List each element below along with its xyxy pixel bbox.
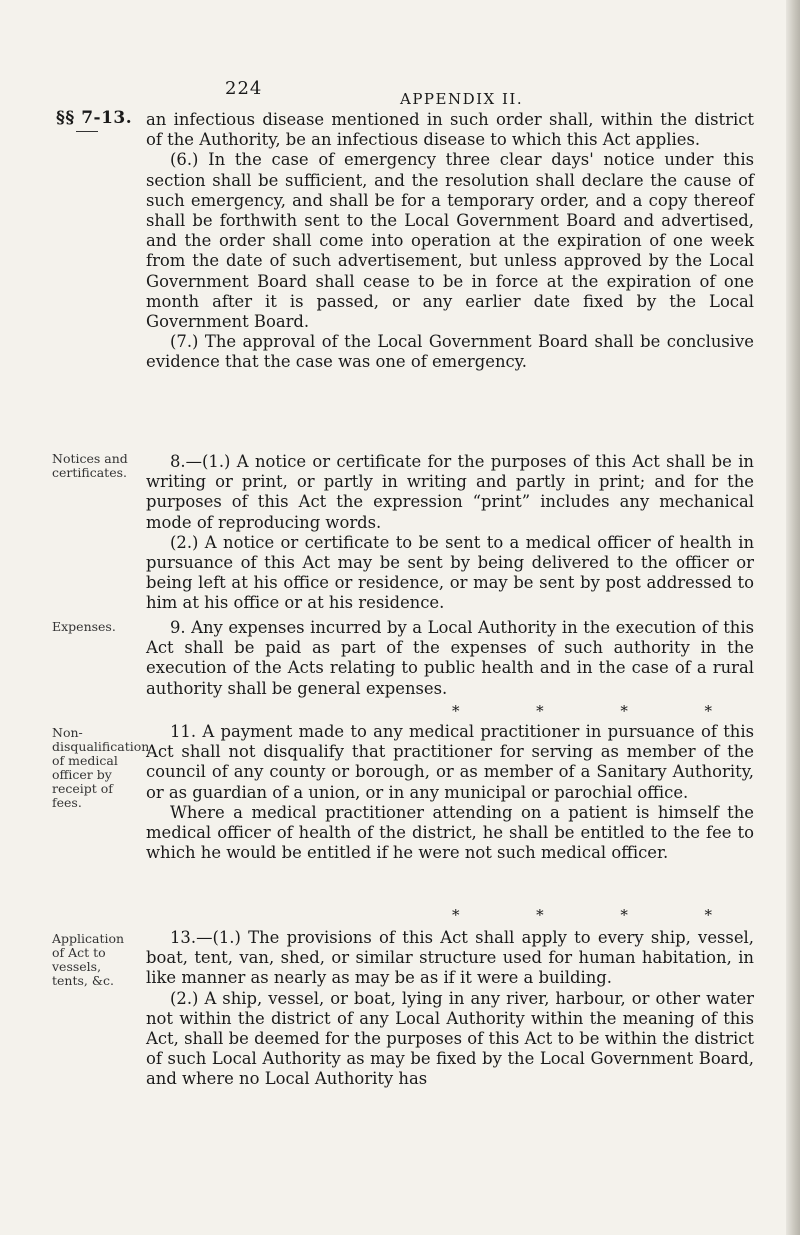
asterisk: *	[452, 906, 460, 924]
paragraph-emergency: (6.) In the case of emergency three clear days' notice under this section shall be sufficient, and the resolution shall declare the cause of such emergency, and shall be for a temporary order, and a copy thereof shall be forthwith sent to the Local Government Board and advertised, and the order shall come into operation at the expiration of one week from the date of such advertisement, but unless approved by the Local Government Board shall cease to be in force at the expiration of one month after it is passed, or any earlier date fixed by the Local Government Board.	[146, 150, 754, 332]
section-reference: §§ 7-13.	[56, 108, 133, 128]
asterisk: *	[620, 906, 628, 924]
asterisk: *	[704, 906, 712, 924]
page-number: 224	[225, 78, 263, 99]
margin-note-application: Application of Act to vessels, tents, &c.	[52, 931, 125, 988]
paragraph-approval: (7.) The approval of the Local Government Board shall be conclusive evidence that the case was one of emergency.	[146, 332, 754, 372]
asterisk-separator	[452, 702, 712, 720]
text-block-sections-6-7	[146, 110, 754, 373]
margin-note-expenses: Expenses.	[52, 619, 116, 634]
asterisk-separator	[452, 906, 712, 924]
text-block-section-9	[146, 618, 754, 699]
asterisk: *	[620, 702, 628, 720]
paragraph-section-8-2: (2.) A notice or certificate to be sent to a medical officer of health in pursuance of this Act may be sent by being delivered to the officer or being left at his office or residence, or may be sent by post addressed to him at his office or at his residence.	[146, 532, 754, 613]
text-block-section-8	[146, 452, 754, 614]
paragraph-medical-officer: Where a medical practitioner attending on a patient is himself the medical officer of health of the district, he shall be entitled to the fee to which he would be entitled if he were not such medical officer.	[146, 802, 754, 863]
paragraph-section-13-2: (2.) A ship, vessel, or boat, lying in any river, harbour, or other water not within the district of any Local Authority within the meaning of this Act, shall be deemed for the purposes of this Act to be within the district of such Local Authority as may be fixed by the Local Government Board, and where no Local Authority has	[146, 988, 754, 1089]
section-dash	[76, 131, 98, 132]
paragraph-section-9: 9. Any expenses incurred by a Local Authority in the execution of this Act shall be paid as part of the expenses of such authority in the execution of the Acts relating to public health and in the case of a rural authority shall be general expenses.	[146, 618, 754, 698]
text-block-section-13	[146, 928, 754, 1090]
asterisk: *	[536, 702, 544, 720]
paragraph-section-11: 11. A payment made to any medical practitioner in pursuance of this Act shall not disqualify that practitioner for serving as member of the council of any county or borough, or as member of a Sanitary Authority, or as guardian of a union, or in any municipal or parochial office.	[146, 722, 754, 802]
text-block-section-11	[146, 722, 754, 863]
margin-note-non-disqualification: Non-disqualification of medical officer by receipt of fees.	[52, 725, 150, 810]
asterisk: *	[536, 906, 544, 924]
asterisk: *	[452, 702, 460, 720]
asterisk: *	[704, 702, 712, 720]
paragraph-continuation: an infectious disease mentioned in such order shall, within the district of the Authority, be an infectious disease to which this Act applies.	[146, 110, 754, 150]
running-title: APPENDIX II.	[400, 90, 524, 108]
margin-note-notices: Notices and certificates.	[52, 451, 128, 480]
paragraph-section-8-1: 8.—(1.) A notice or certificate for the purposes of this Act shall be in writing or print, or partly in writing and partly in print; and for the purposes of this Act the expression “print” includes any mechanical mode of reproducing words.	[146, 452, 754, 532]
paragraph-section-13-1: 13.—(1.) The provisions of this Act shall apply to every ship, vessel, boat, tent, van, shed, or similar structure used for human habitation, in like manner as nearly as may be as if it were a building.	[146, 928, 754, 988]
page-edge-shadow	[786, 0, 800, 1235]
